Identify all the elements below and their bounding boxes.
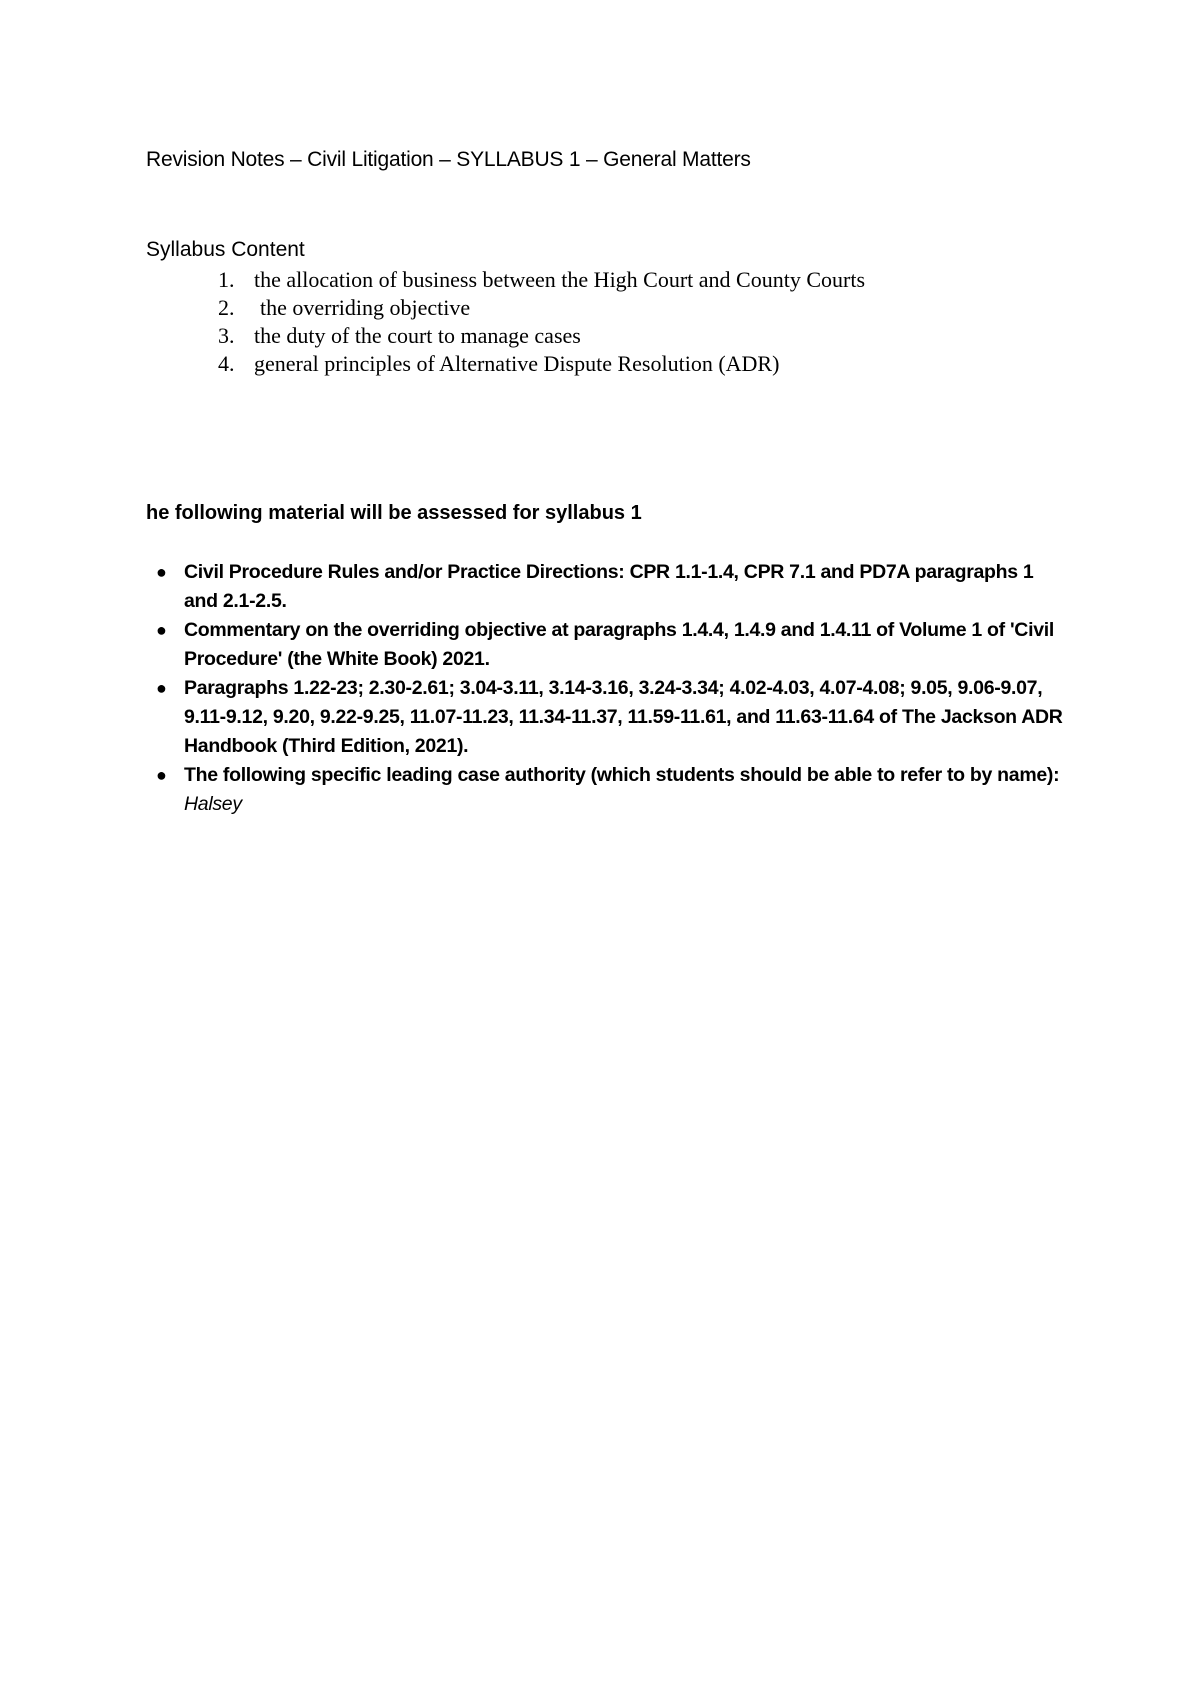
list-item bbox=[146, 266, 1046, 294]
list-item-text: Civil Procedure Rules and/or Practice Directions: CPR 1.1-1.4, CPR 7.1 and PD7A paragraphs 1 and 2.1-2.5. bbox=[184, 561, 1034, 612]
list-number: 4. bbox=[218, 351, 235, 376]
list-item-text: general principles of Alternative Dispute Resolution (ADR) bbox=[254, 351, 780, 376]
list-item bbox=[146, 294, 1046, 322]
assessed-heading: he following material will be assessed for syllabus 1 bbox=[146, 502, 642, 524]
list-item-text: Commentary on the overriding objective at paragraphs 1.4.4, 1.4.9 and 1.4.11 of Volume 1 of 'Civil Procedure' (the White Book) 2021. bbox=[184, 619, 1054, 670]
list-number: 3. bbox=[218, 323, 235, 348]
bullet-icon: ● bbox=[156, 620, 167, 640]
list-item bbox=[146, 350, 1046, 378]
list-item-text: the duty of the court to manage cases bbox=[254, 323, 581, 348]
list-item-text: The following specific leading case authority (which students should be able to refer to by name): bbox=[184, 764, 1060, 786]
list-number: 2. bbox=[218, 295, 235, 320]
list-item bbox=[146, 674, 1066, 761]
case-name: Halsey bbox=[184, 793, 242, 815]
list-item bbox=[146, 322, 1046, 350]
document-title: Revision Notes – Civil Litigation – SYLLABUS 1 – General Matters bbox=[146, 148, 751, 171]
list-item-text: Paragraphs 1.22-23; 2.30-2.61; 3.04-3.11, 3.14-3.16, 3.24-3.34; 4.02-4.03, 4.07-4.08; 9.05, 9.06-9.07, 9.11-9.12, 9.20, 9.22-9.25, 11.07-11.23, 11.34-11.37, 11.59-11.61, and 11.63-11.64 of The Jackson ADR Handbook (Third Edition, 2021). bbox=[184, 677, 1063, 757]
bullet-icon: ● bbox=[156, 678, 167, 698]
list-item-text: the allocation of business between the High Court and County Courts bbox=[254, 267, 866, 292]
list-item bbox=[146, 761, 1066, 819]
list-item bbox=[146, 558, 1066, 616]
list-number: 1. bbox=[218, 267, 235, 292]
syllabus-list bbox=[146, 266, 1046, 378]
material-list bbox=[146, 558, 1066, 819]
bullet-icon: ● bbox=[156, 562, 167, 582]
list-item-text: the overriding objective bbox=[260, 295, 471, 320]
syllabus-heading: Syllabus Content bbox=[146, 238, 305, 261]
list-item bbox=[146, 616, 1066, 674]
bullet-icon: ● bbox=[156, 765, 167, 785]
